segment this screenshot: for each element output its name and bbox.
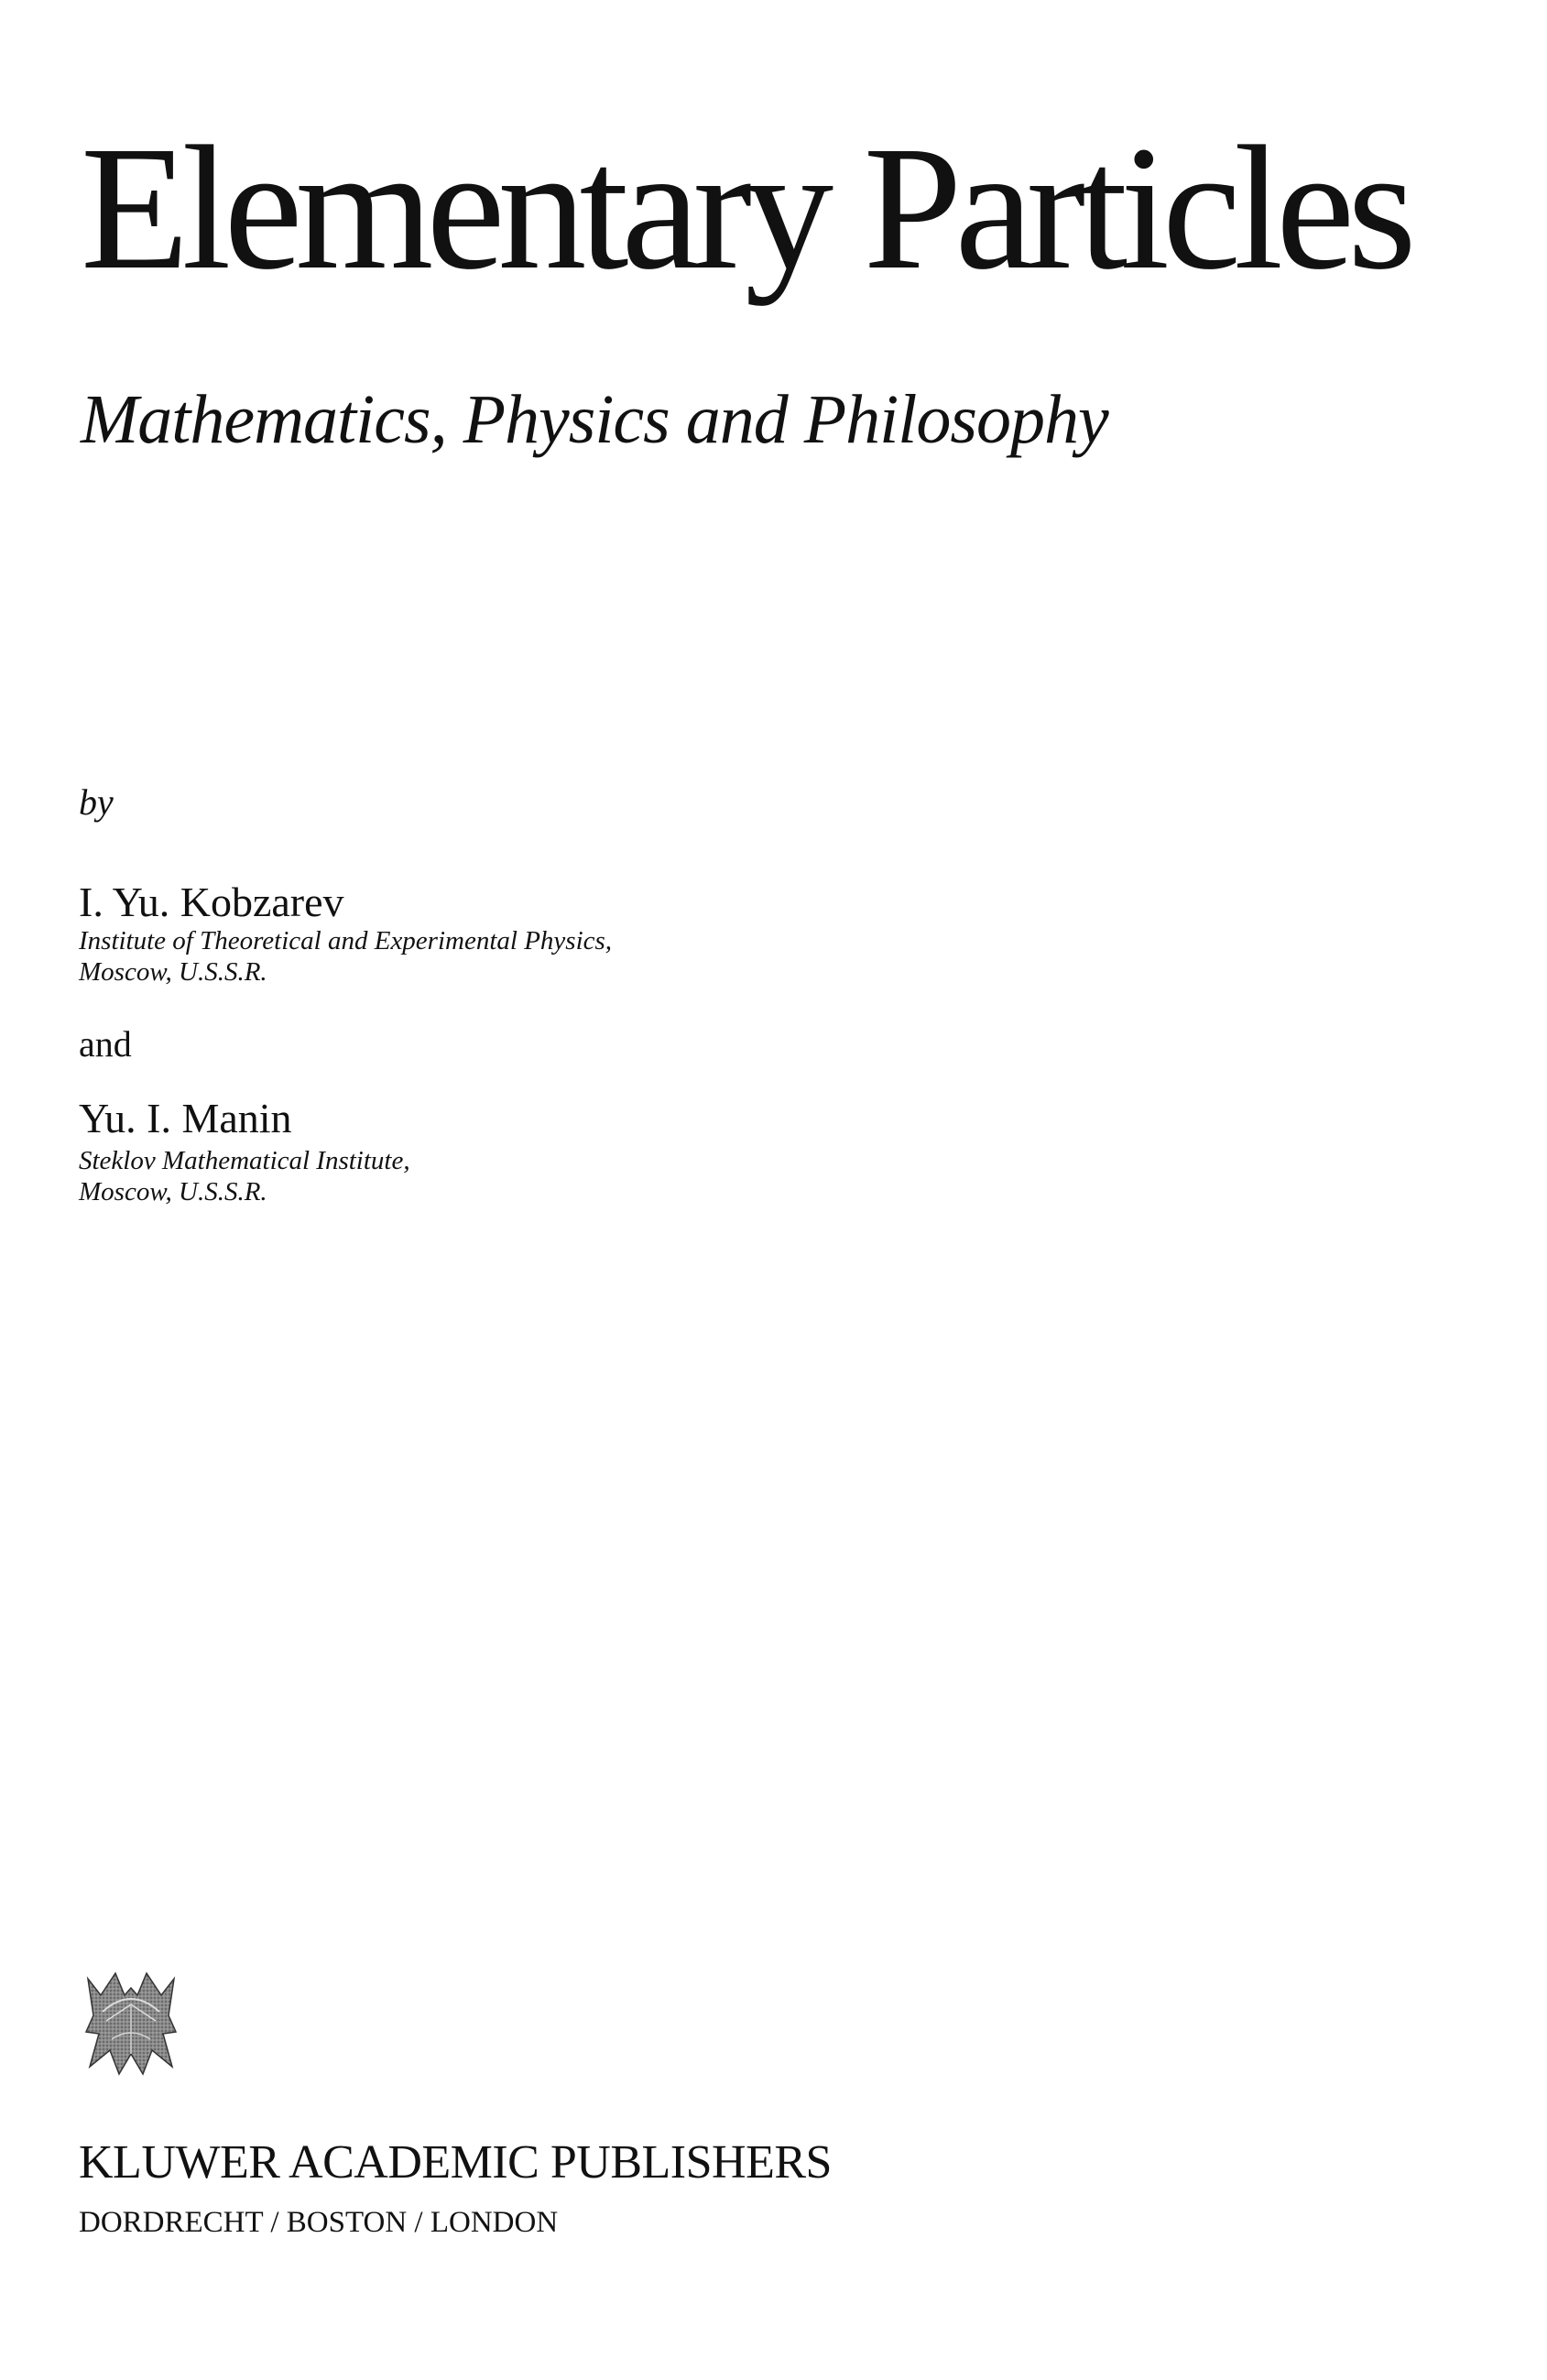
author-affiliation-2-line1: Steklov Mathematical Institute, — [79, 1146, 410, 1175]
book-title: Elementary Particles — [81, 109, 1410, 306]
book-subtitle: Mathematics, Physics and Philosophy — [81, 381, 1108, 458]
author-affiliation-1-line2: Moscow, U.S.S.R. — [79, 957, 267, 987]
author-affiliation-1-line1: Institute of Theoretical and Experimental Physics, — [79, 926, 613, 955]
author-affiliation-2-line2: Moscow, U.S.S.R. — [79, 1177, 267, 1206]
by-label: by — [79, 781, 114, 823]
kluwer-logo-icon — [84, 1968, 178, 2078]
publisher-name: KLUWER ACADEMIC PUBLISHERS — [79, 2136, 832, 2189]
author-name-1: I. Yu. Kobzarev — [79, 879, 344, 925]
and-label: and — [79, 1023, 132, 1064]
author-name-2: Yu. I. Manin — [79, 1095, 292, 1141]
publisher-places: DORDRECHT / BOSTON / LONDON — [79, 2206, 559, 2239]
